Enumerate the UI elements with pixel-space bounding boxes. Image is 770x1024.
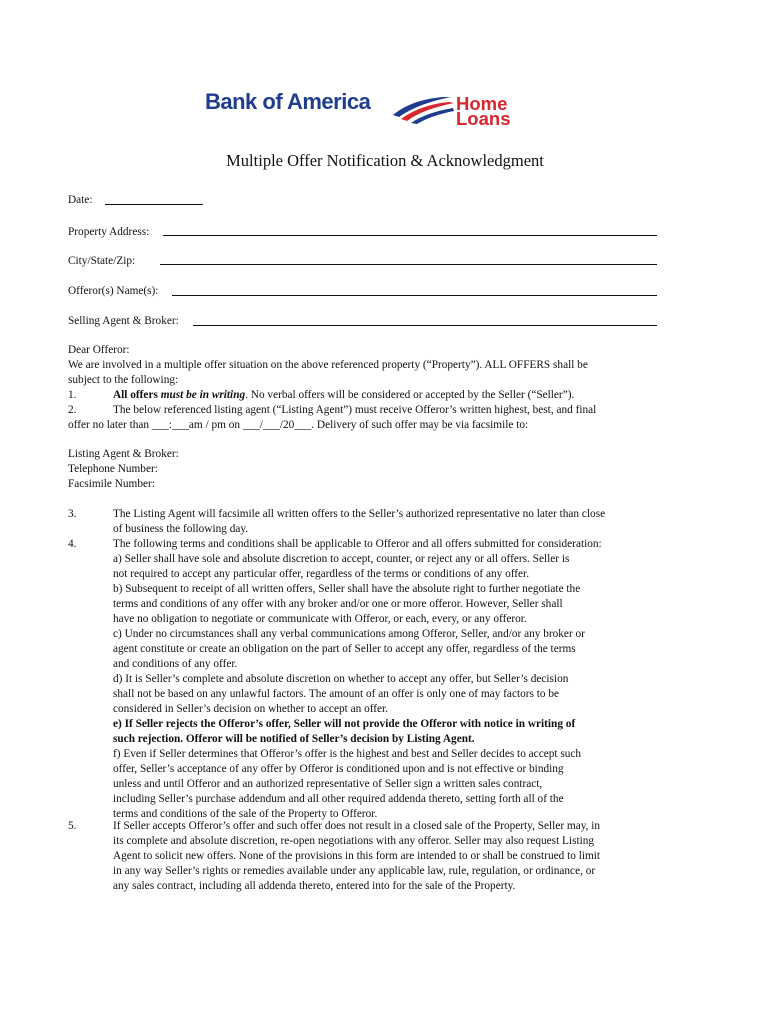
item-4-number: 4. <box>68 538 77 550</box>
offerors-field[interactable] <box>172 295 657 296</box>
selling-agent-label: Selling Agent & Broker: <box>68 315 179 327</box>
item-2-number: 2. <box>68 404 77 416</box>
item-1-bold: All offers <box>113 389 161 401</box>
listing-agent-block <box>68 447 668 492</box>
item-4-line: The following terms and conditions shall be applicable to Offeror and all offers submitted for consideration: <box>113 538 602 550</box>
item-2-line: offer no later than ___:___am / pm on ___/___/20___. Delivery of such offer may be via facsimile to: <box>68 419 529 431</box>
item-4-bold-line: e) If Seller rejects the Offeror’s offer, Seller will not provide the Offeror with notice in writing of <box>113 718 576 730</box>
selling-agent-field[interactable] <box>193 325 657 326</box>
item-5-line: If Seller accepts Offeror’s offer and such offer does not result in a closed sale of the Property, Seller may, in <box>113 820 601 832</box>
item-3-line: The Listing Agent will facsimile all written offers to the Seller’s authorized representative no later than close <box>113 508 606 520</box>
item-5-line: in any way Seller’s rights or remedies available under any applicable law, rule, regulation, or ordinance, or <box>113 865 596 877</box>
item-5-line: any sales contract, including all addenda thereto, entered into for the sale of the Property. <box>113 880 516 892</box>
telephone-label: Telephone Number: <box>68 463 158 475</box>
item-3-text <box>113 507 673 537</box>
offerors-label: Offeror(s) Name(s): <box>68 285 159 297</box>
item-3-line: of business the following day. <box>113 523 249 535</box>
item-4-bold-line: such rejection. Offeror will be notified of Seller’s decision by Listing Agent. <box>113 733 475 745</box>
item-3-number: 3. <box>68 508 77 520</box>
date-field[interactable] <box>105 204 203 205</box>
flag-icon <box>391 95 455 125</box>
item-5-text <box>113 819 673 894</box>
item-4-line: considered in Seller’s decision on whether to accept an offer. <box>113 703 389 715</box>
item-5-line: its complete and absolute discretion, re-open negotiations with any offeror. Seller may also request Listing <box>113 835 595 847</box>
listing-agent-label: Listing Agent & Broker: <box>68 448 179 460</box>
item-4-line: a) Seller shall have sole and absolute discretion to accept, counter, or reject any or all offers. Seller is <box>113 553 570 565</box>
item-1-number: 1. <box>68 389 77 401</box>
item-4-line: terms and conditions of the sale of the Property to Offeror. <box>113 808 378 820</box>
date-label: Date: <box>68 194 93 206</box>
item-4-line: shall not be based on any unlawful factors. The amount of an offer is only one of may factors to be <box>113 688 560 700</box>
city-state-zip-field[interactable] <box>160 264 657 265</box>
intro-line: subject to the following: <box>68 374 179 386</box>
item-4-line: not required to accept any particular offer, regardless of the terms or conditions of any offer. <box>113 568 530 580</box>
item-1-text <box>113 388 673 403</box>
item-1-bold-italic: must be in writing <box>160 389 246 401</box>
item-5-number: 5. <box>68 820 77 832</box>
item-4-line: offer, Seller’s acceptance of any offer by Offeror is conditioned upon and is not effective or binding <box>113 763 564 775</box>
bank-of-america-home-loans-logo <box>205 89 565 129</box>
item-4-line: including Seller’s purchase addendum and all other required addenda thereto, setting forth all of the <box>113 793 564 805</box>
item-4-line: and conditions of any offer. <box>113 658 238 670</box>
item-4-line: have no obligation to negotiate or communicate with Offeror, or each, every, or any offeror. <box>113 613 527 625</box>
item-4-line: f) Even if Seller determines that Offeror’s offer is the highest and best and Seller decides to accept such <box>113 748 582 760</box>
item-4-line: terms and conditions of any offer with any broker and/or one or more offeror. However, Seller shall <box>113 598 563 610</box>
page-title: Multiple Offer Notification & Acknowledgment <box>226 151 544 170</box>
item-4-line: unless and until Offeror and an authorized representative of Seller sign a written sales contract, <box>113 778 543 790</box>
logo-product-text: Home Loans <box>456 93 511 129</box>
property-address-label: Property Address: <box>68 226 150 238</box>
item-4-text <box>113 537 673 822</box>
item-2-line: The below referenced listing agent (“Listing Agent”) must receive Offeror’s written highest, best, and final <box>113 404 597 416</box>
salutation: Dear Offeror: <box>68 344 130 356</box>
facsimile-label: Facsimile Number: <box>68 478 155 490</box>
logo-brand-text: Bank of America <box>205 89 371 114</box>
item-4-line: b) Subsequent to receipt of all written offers, Seller shall have the absolute right to further negotiate the <box>113 583 581 595</box>
item-4-line: c) Under no circumstances shall any verbal communications among Offeror, Seller, and/or any broker or <box>113 628 585 640</box>
item-1-rest: . No verbal offers will be considered or accepted by the Seller (“Seller”). <box>245 389 575 401</box>
item-4-line: d) It is Seller’s complete and absolute discretion on whether to accept any offer, but Seller’s decision <box>113 673 569 685</box>
intro <box>68 343 668 388</box>
intro-line: We are involved in a multiple offer situation on the above referenced property (“Property”). ALL OFFERS shall be <box>68 359 588 371</box>
city-state-zip-label: City/State/Zip: <box>68 255 136 267</box>
item-4-line: agent constitute or create an obligation on the part of Seller to accept any offer, regardless of the terms <box>113 643 576 655</box>
item-5-line: Agent to solicit new offers. None of the provisions in this form are intended to or shall be construed to limit <box>113 850 601 862</box>
property-address-field[interactable] <box>163 235 657 236</box>
